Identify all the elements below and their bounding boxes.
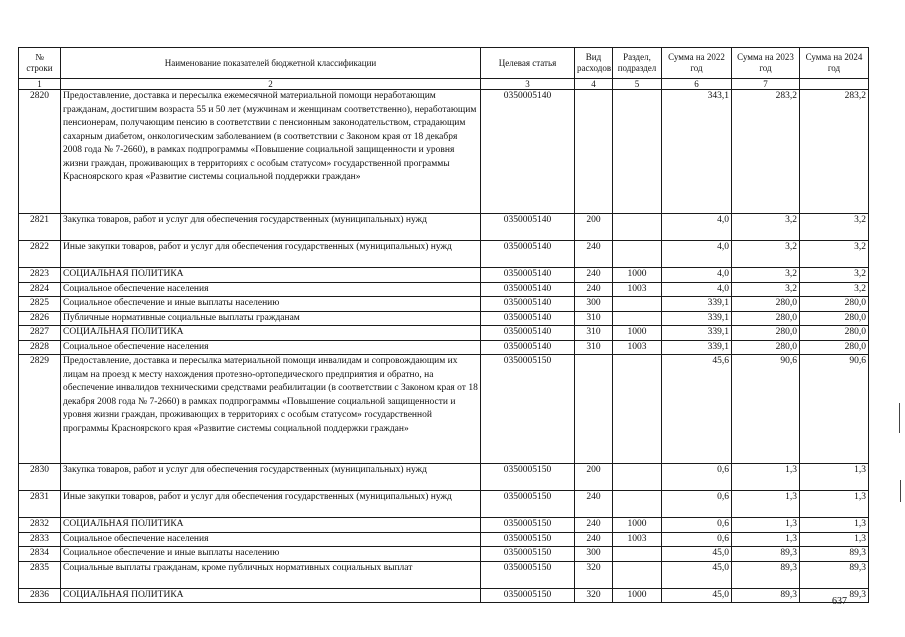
sum-2024: 1,3 [800, 464, 869, 491]
indicator-name: Закупка товаров, работ и услуг для обеспечения государственных (муниципальных) нужд [61, 464, 481, 491]
target-article: 0350005140 [481, 241, 575, 268]
sum-2024: 280,0 [800, 297, 869, 312]
target-article: 0350005140 [481, 311, 575, 326]
header-sum-2023: Сумма на 2023 год [732, 48, 800, 79]
column-number: 4 [575, 79, 613, 90]
page-number: 637 [832, 596, 847, 607]
table-row [19, 464, 869, 491]
row-number: 2822 [19, 241, 61, 268]
sum-2022: 0,6 [662, 532, 732, 547]
target-article: 0350005140 [481, 268, 575, 283]
row-number: 2823 [19, 268, 61, 283]
indicator-name: Социальные выплаты гражданам, кроме публичных нормативных социальных выплат [61, 561, 481, 588]
expense-kind: 240 [575, 268, 613, 283]
sum-2024: 283,2 [800, 90, 869, 214]
table-row [19, 547, 869, 562]
indicator-name: Предоставление, доставка и пересылка материальной помощи инвалидам и сопровождающим их лицам на проезд к месту нахождения протезно-ортопедического предприятия и обратно, на обеспечение инвалидов техническими средствами реабилитации (в соответствии с Законом края от 18 декабря 2008 года № 7-2660) в рамках подпрограммы «Повышение социальной защищенности и уровня жизни граждан, проживающих в территориях с особым статусом» государственной программы Красноярского края «Развитие системы социальной поддержки граждан» [61, 355, 481, 464]
sum-2023: 280,0 [732, 326, 800, 341]
indicator-name: Иные закупки товаров, работ и услуг для обеспечения государственных (муниципальных) нужд [61, 491, 481, 518]
sum-2023: 3,2 [732, 214, 800, 241]
sum-2023: 280,0 [732, 340, 800, 355]
table-row [19, 214, 869, 241]
sum-2024: 3,2 [800, 214, 869, 241]
expense-kind: 240 [575, 518, 613, 533]
row-number: 2826 [19, 311, 61, 326]
section-code [613, 297, 662, 312]
column-number [800, 79, 869, 90]
row-number: 2833 [19, 532, 61, 547]
sum-2024: 280,0 [800, 340, 869, 355]
row-number: 2835 [19, 561, 61, 588]
sum-2022: 45,0 [662, 547, 732, 562]
sum-2024: 1,3 [800, 491, 869, 518]
column-number-row [19, 79, 869, 90]
table-row [19, 561, 869, 588]
header-kind: Вид расходов [575, 48, 613, 79]
sum-2023: 89,3 [732, 561, 800, 588]
row-number: 2829 [19, 355, 61, 464]
section-code [613, 355, 662, 464]
sum-2022: 45,6 [662, 355, 732, 464]
row-number: 2825 [19, 297, 61, 312]
target-article: 0350005140 [481, 297, 575, 312]
expense-kind: 300 [575, 297, 613, 312]
table-row [19, 90, 869, 214]
target-article: 0350005150 [481, 518, 575, 533]
section-code: 1000 [613, 326, 662, 341]
section-code [613, 491, 662, 518]
expense-kind: 310 [575, 311, 613, 326]
section-code [613, 561, 662, 588]
expense-kind: 310 [575, 340, 613, 355]
sum-2022: 0,6 [662, 464, 732, 491]
scan-edge-mark [900, 480, 901, 502]
target-article: 0350005150 [481, 532, 575, 547]
section-code [613, 241, 662, 268]
indicator-name: СОЦИАЛЬНАЯ ПОЛИТИКА [61, 518, 481, 533]
sum-2024: 90,6 [800, 355, 869, 464]
target-article: 0350005150 [481, 588, 575, 603]
section-code: 1003 [613, 340, 662, 355]
expense-kind: 320 [575, 588, 613, 603]
scan-edge-mark [899, 403, 900, 433]
sum-2022: 339,1 [662, 297, 732, 312]
sum-2023: 283,2 [732, 90, 800, 214]
sum-2024: 1,3 [800, 532, 869, 547]
indicator-name: Социальное обеспечение и иные выплаты населению [61, 297, 481, 312]
table-row [19, 518, 869, 533]
row-number: 2836 [19, 588, 61, 603]
section-code [613, 214, 662, 241]
sum-2022: 339,1 [662, 340, 732, 355]
sum-2022: 45,0 [662, 561, 732, 588]
sum-2023: 1,3 [732, 532, 800, 547]
sum-2024: 89,3 [800, 547, 869, 562]
sum-2022: 339,1 [662, 311, 732, 326]
table-row [19, 297, 869, 312]
sum-2022: 343,1 [662, 90, 732, 214]
sum-2022: 45,0 [662, 588, 732, 603]
header-section: Раздел, подраздел [613, 48, 662, 79]
target-article: 0350005150 [481, 355, 575, 464]
table-row [19, 491, 869, 518]
sum-2024: 89,3 [800, 588, 869, 603]
target-article: 0350005140 [481, 326, 575, 341]
sum-2022: 0,6 [662, 518, 732, 533]
expense-kind: 320 [575, 561, 613, 588]
sum-2024: 3,2 [800, 282, 869, 297]
expense-kind: 240 [575, 532, 613, 547]
indicator-name: Публичные нормативные социальные выплаты гражданам [61, 311, 481, 326]
column-number: 7 [732, 79, 800, 90]
table-row [19, 588, 869, 603]
expense-kind: 240 [575, 282, 613, 297]
table-row [19, 532, 869, 547]
row-number: 2830 [19, 464, 61, 491]
indicator-name: Социальное обеспечение населения [61, 532, 481, 547]
table-row [19, 241, 869, 268]
column-number: 5 [613, 79, 662, 90]
expense-kind: 200 [575, 464, 613, 491]
sum-2022: 339,1 [662, 326, 732, 341]
indicator-name: Закупка товаров, работ и услуг для обеспечения государственных (муниципальных) нужд [61, 214, 481, 241]
sum-2024: 89,3 [800, 561, 869, 588]
header-target: Целевая статья [481, 48, 575, 79]
section-code: 1000 [613, 268, 662, 283]
header-row [19, 48, 869, 79]
table-row [19, 340, 869, 355]
row-number: 2827 [19, 326, 61, 341]
table-body [19, 90, 869, 603]
sum-2024: 280,0 [800, 326, 869, 341]
sum-2022: 4,0 [662, 241, 732, 268]
row-number: 2831 [19, 491, 61, 518]
row-number: 2821 [19, 214, 61, 241]
sum-2022: 0,6 [662, 491, 732, 518]
indicator-name: СОЦИАЛЬНАЯ ПОЛИТИКА [61, 268, 481, 283]
row-number: 2820 [19, 90, 61, 214]
column-number: 1 [19, 79, 61, 90]
indicator-name: Социальное обеспечение и иные выплаты населению [61, 547, 481, 562]
sum-2023: 1,3 [732, 464, 800, 491]
section-code [613, 547, 662, 562]
row-number: 2828 [19, 340, 61, 355]
expense-kind: 310 [575, 326, 613, 341]
indicator-name: Иные закупки товаров, работ и услуг для обеспечения государственных (муниципальных) нужд [61, 241, 481, 268]
section-code [613, 464, 662, 491]
indicator-name: СОЦИАЛЬНАЯ ПОЛИТИКА [61, 588, 481, 603]
indicator-name: СОЦИАЛЬНАЯ ПОЛИТИКА [61, 326, 481, 341]
sum-2024: 3,2 [800, 241, 869, 268]
section-code: 1000 [613, 588, 662, 603]
header-sum-2024: Сумма на 2024 год [800, 48, 869, 79]
section-code: 1003 [613, 532, 662, 547]
sum-2023: 280,0 [732, 311, 800, 326]
sum-2023: 280,0 [732, 297, 800, 312]
section-code: 1000 [613, 518, 662, 533]
row-number: 2824 [19, 282, 61, 297]
sum-2023: 1,3 [732, 491, 800, 518]
expense-kind: 240 [575, 241, 613, 268]
column-number: 2 [61, 79, 481, 90]
indicator-name: Социальное обеспечение населения [61, 282, 481, 297]
sum-2023: 3,2 [732, 268, 800, 283]
expense-kind [575, 90, 613, 214]
sum-2023: 1,3 [732, 518, 800, 533]
header-sum-2022: Сумма на 2022 год [662, 48, 732, 79]
indicator-name: Социальное обеспечение населения [61, 340, 481, 355]
expense-kind: 200 [575, 214, 613, 241]
sum-2023: 3,2 [732, 282, 800, 297]
section-code [613, 90, 662, 214]
section-code: 1003 [613, 282, 662, 297]
budget-table [18, 47, 869, 603]
target-article: 0350005140 [481, 340, 575, 355]
indicator-name: Предоставление, доставка и пересылка ежемесячной материальной помощи неработающим гражданам, достигшим возраста 55 и 50 лет (мужчинам и женщинам соответственно), неработающим пенсионерам, получающим пенсию в соответствии с пенсионным законодательством, страдающим сахарным диабетом, онкологическим заболеванием (в соответствии с Законом края от 18 декабря 2008 года № 7-2660), в рамках подпрограммы «Повышение социальной защищенности и уровня жизни граждан, проживающих в территориях с особым статусом» государственной программы Красноярского края «Развитие системы социальной поддержки граждан» [61, 90, 481, 214]
target-article: 0350005140 [481, 282, 575, 297]
sum-2024: 3,2 [800, 268, 869, 283]
sum-2024: 280,0 [800, 311, 869, 326]
sum-2022: 4,0 [662, 282, 732, 297]
table-row [19, 326, 869, 341]
table-row [19, 311, 869, 326]
row-number: 2832 [19, 518, 61, 533]
section-code [613, 311, 662, 326]
header-row-no: № строки [19, 48, 61, 79]
sum-2023: 89,3 [732, 588, 800, 603]
target-article: 0350005140 [481, 214, 575, 241]
target-article: 0350005150 [481, 547, 575, 562]
sum-2023: 3,2 [732, 241, 800, 268]
expense-kind: 300 [575, 547, 613, 562]
sum-2022: 4,0 [662, 268, 732, 283]
table-row [19, 355, 869, 464]
target-article: 0350005140 [481, 90, 575, 214]
table-row [19, 268, 869, 283]
sum-2023: 90,6 [732, 355, 800, 464]
header-name: Наименование показателей бюджетной классификации [61, 48, 481, 79]
target-article: 0350005150 [481, 491, 575, 518]
row-number: 2834 [19, 547, 61, 562]
target-article: 0350005150 [481, 561, 575, 588]
sum-2023: 89,3 [732, 547, 800, 562]
table-row [19, 282, 869, 297]
target-article: 0350005150 [481, 464, 575, 491]
column-number: 6 [662, 79, 732, 90]
expense-kind [575, 355, 613, 464]
column-number: 3 [481, 79, 575, 90]
expense-kind: 240 [575, 491, 613, 518]
sum-2024: 1,3 [800, 518, 869, 533]
sum-2022: 4,0 [662, 214, 732, 241]
